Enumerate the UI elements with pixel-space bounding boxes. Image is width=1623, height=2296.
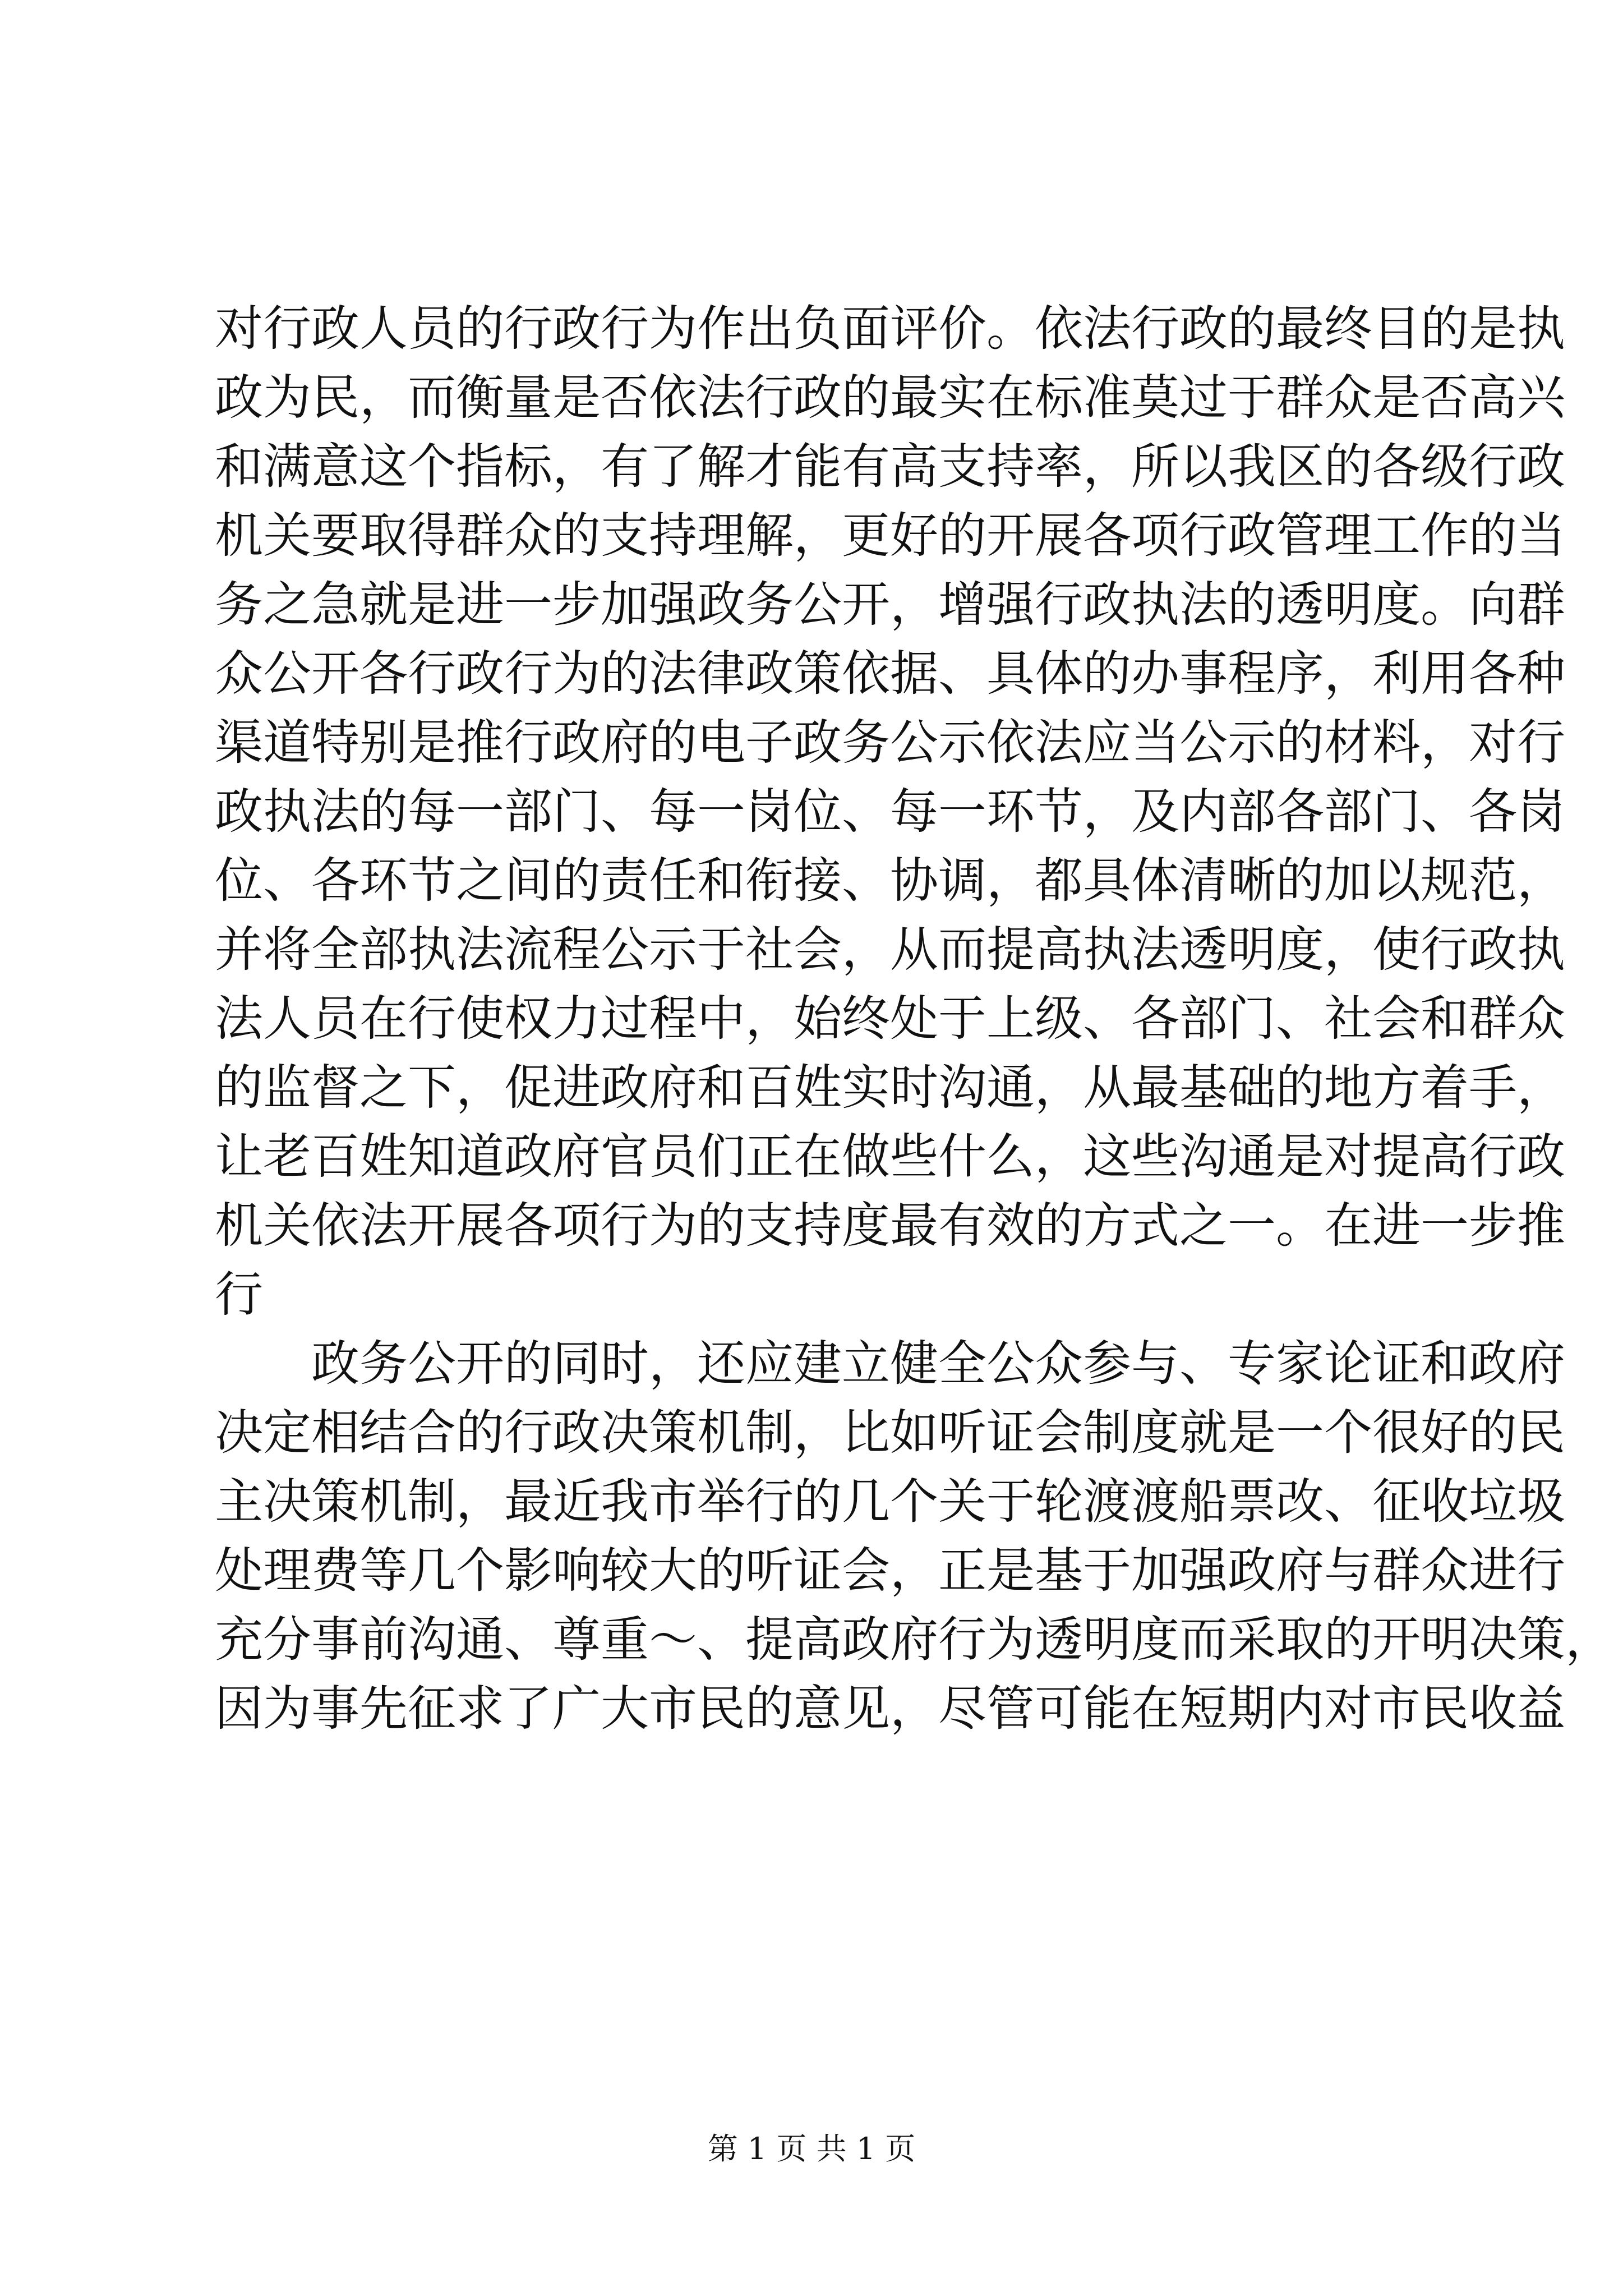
text-line: 和满意这个指标，有了解才能有高支持率，所以我区的各级行政 (215, 439, 1565, 495)
text-line: 机关依法开展各项行为的支持度最有效的方式之一。在进一步推 (215, 1198, 1565, 1254)
text-line: 决定相结合的行政决策机制，比如听证会制度就是一个很好的民 (215, 1405, 1565, 1461)
text-line: 政为民，而衡量是否依法行政的最实在标准莫过于群众是否高兴 (215, 370, 1565, 426)
paragraph-2 (215, 1329, 1613, 1743)
document-body (215, 295, 1613, 1743)
text-line: 处理费等几个影响较大的听证会，正是基于加强政府与群众进行 (215, 1543, 1565, 1599)
text-line: 众公开各行政行为的法律政策依据、具体的办事程序，利用各种 (215, 646, 1565, 702)
text-line: 让老百姓知道政府官员们正在做些什么，这些沟通是对提高行政 (215, 1129, 1565, 1185)
text-line: 行 (215, 1267, 263, 1323)
text-line: 政执法的每一部门、每一岗位、每一环节，及内部各部门、各岗 (215, 784, 1565, 840)
text-line: 务之急就是进一步加强政务公开，增强行政执法的透明度。向群 (215, 577, 1565, 633)
text-line: 位、各环节之间的责任和衔接、协调，都具体清晰的加以规范， (215, 853, 1565, 909)
text-line: 政务公开的同时，还应建立健全公众参与、专家论证和政府 (311, 1336, 1565, 1392)
text-line: 的监督之下，促进政府和百姓实时沟通，从最基础的地方着手， (215, 1060, 1565, 1116)
text-line: 因为事先征求了广大市民的意见，尽管可能在短期内对市民收益 (215, 1681, 1565, 1737)
text-line: 充分事前沟通、尊重～、提高政府行为透明度而采取的开明决策， (215, 1612, 1613, 1668)
page-number-footer: 第 1 页 共 1 页 (707, 2131, 916, 2166)
paragraph-1 (215, 295, 1565, 1329)
text-line: 并将全部执法流程公示于社会，从而提高执法透明度，使行政执 (215, 922, 1565, 978)
text-line: 主决策机制，最近我市举行的几个关于轮渡渡船票改、征收垃圾 (215, 1474, 1565, 1530)
text-line: 渠道特别是推行政府的电子政务公示依法应当公示的材料，对行 (215, 715, 1565, 771)
text-line: 对行政人员的行政行为作出负面评价。依法行政的最终目的是执 (215, 301, 1565, 357)
text-line: 机关要取得群众的支持理解，更好的开展各项行政管理工作的当 (215, 508, 1565, 564)
text-line: 法人员在行使权力过程中，始终处于上级、各部门、社会和群众 (215, 991, 1565, 1047)
